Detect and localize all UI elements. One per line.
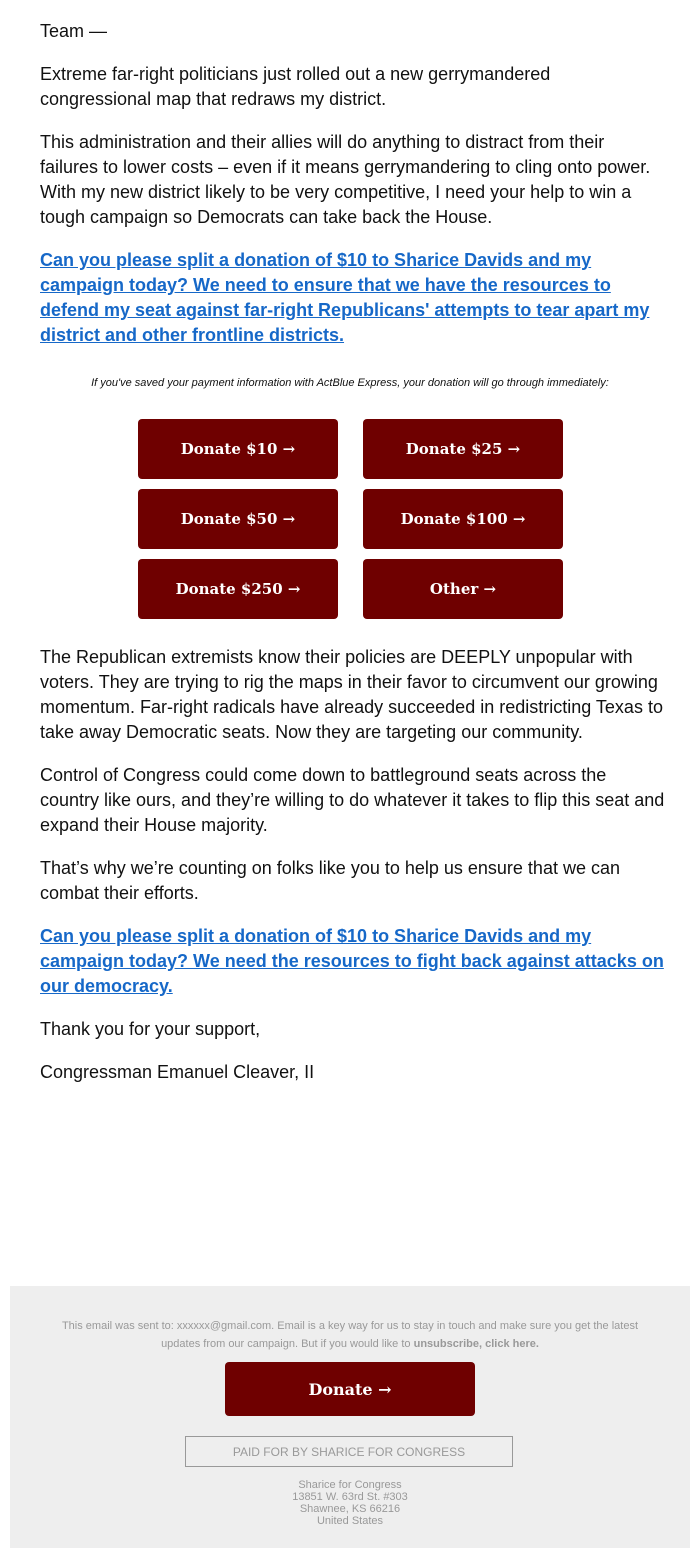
unsubscribe-link[interactable]: unsubscribe, click here. <box>413 1338 539 1350</box>
donate-button-grid <box>138 419 665 619</box>
mailing-address <box>10 1479 690 1527</box>
address-line-1: Sharice for Congress <box>298 1479 402 1491</box>
paragraph-counting-on-folks: That’s why we’re counting on folks like you to help us ensure that we can combat their efforts. <box>40 858 620 903</box>
donation-link-1[interactable]: Can you please split a donation of $10 to Sharice Davids and my campaign today? We need to ensure that we have the resources to defend my seat against far-right Republicans' attempts to tear apart my district and other frontline districts. <box>40 250 650 345</box>
donate-10-button[interactable]: Donate $10 → <box>138 419 338 479</box>
donation-link-2[interactable]: Can you please split a donation of $10 to Sharice Davids and my campaign today? We need the resources to fight back against attacks on our democracy. <box>40 926 664 996</box>
body-continued <box>40 645 665 1085</box>
signature: Congressman Emanuel Cleaver, II <box>40 1062 315 1082</box>
sent-to-notice: This email was sent to: xxxxxx@gmail.com. Email is a key way for us to stay in touch and make sure you get the latest updates from our campaign. But if you would like to <box>61 1320 639 1350</box>
donate-50-button[interactable]: Donate $50 → <box>138 489 338 549</box>
footer-sent-to-text <box>60 1317 640 1353</box>
email-footer <box>10 1286 690 1548</box>
paid-for-disclaimer: PAID FOR BY SHARICE FOR CONGRESS <box>185 1436 513 1467</box>
paragraph-republican-extremists: The Republican extremists know their policies are DEEPLY unpopular with voters. They are trying to rig the maps in their favor to circumvent our growing momentum. Far-right radicals have already succeeded in redistricting Texas to take away Democratic seats. Now they are targeting our community. <box>40 647 663 742</box>
address-line-3: Shawnee, KS 66216 <box>299 1503 401 1515</box>
footer-donate-button[interactable]: Donate → <box>225 1362 475 1416</box>
donate-250-button[interactable]: Donate $250 → <box>138 559 338 619</box>
paragraph-intro: Extreme far-right politicians just rolled out a new gerrymandered congressional map that redraws my district. <box>40 64 551 109</box>
address-line-4: United States <box>316 1515 384 1527</box>
actblue-express-note: If you've saved your payment information with ActBlue Express, your donation will go through immediately: <box>91 377 609 389</box>
donate-other-button[interactable]: Other → <box>363 559 563 619</box>
paragraph-administration: This administration and their allies will do anything to distract from their failures to lower costs – even if it means gerrymandering to cling onto power. With my new district likely to be very competitive, I need your help to win a tough campaign so Democrats can take back the House. <box>40 132 651 227</box>
closing: Thank you for your support, <box>40 1019 261 1039</box>
greeting: Team — <box>40 21 108 41</box>
paragraph-control-of-congress: Control of Congress could come down to battleground seats across the country like ours, and they’re willing to do whatever it takes to flip this seat and expand their House majority. <box>40 765 665 835</box>
email-body <box>40 19 665 1103</box>
donate-100-button[interactable]: Donate $100 → <box>363 489 563 549</box>
donate-25-button[interactable]: Donate $25 → <box>363 419 563 479</box>
cta-paragraph-1 <box>40 248 665 348</box>
address-line-2: 13851 W. 63rd St. #303 <box>292 1491 408 1503</box>
cta-paragraph-2 <box>40 924 665 999</box>
